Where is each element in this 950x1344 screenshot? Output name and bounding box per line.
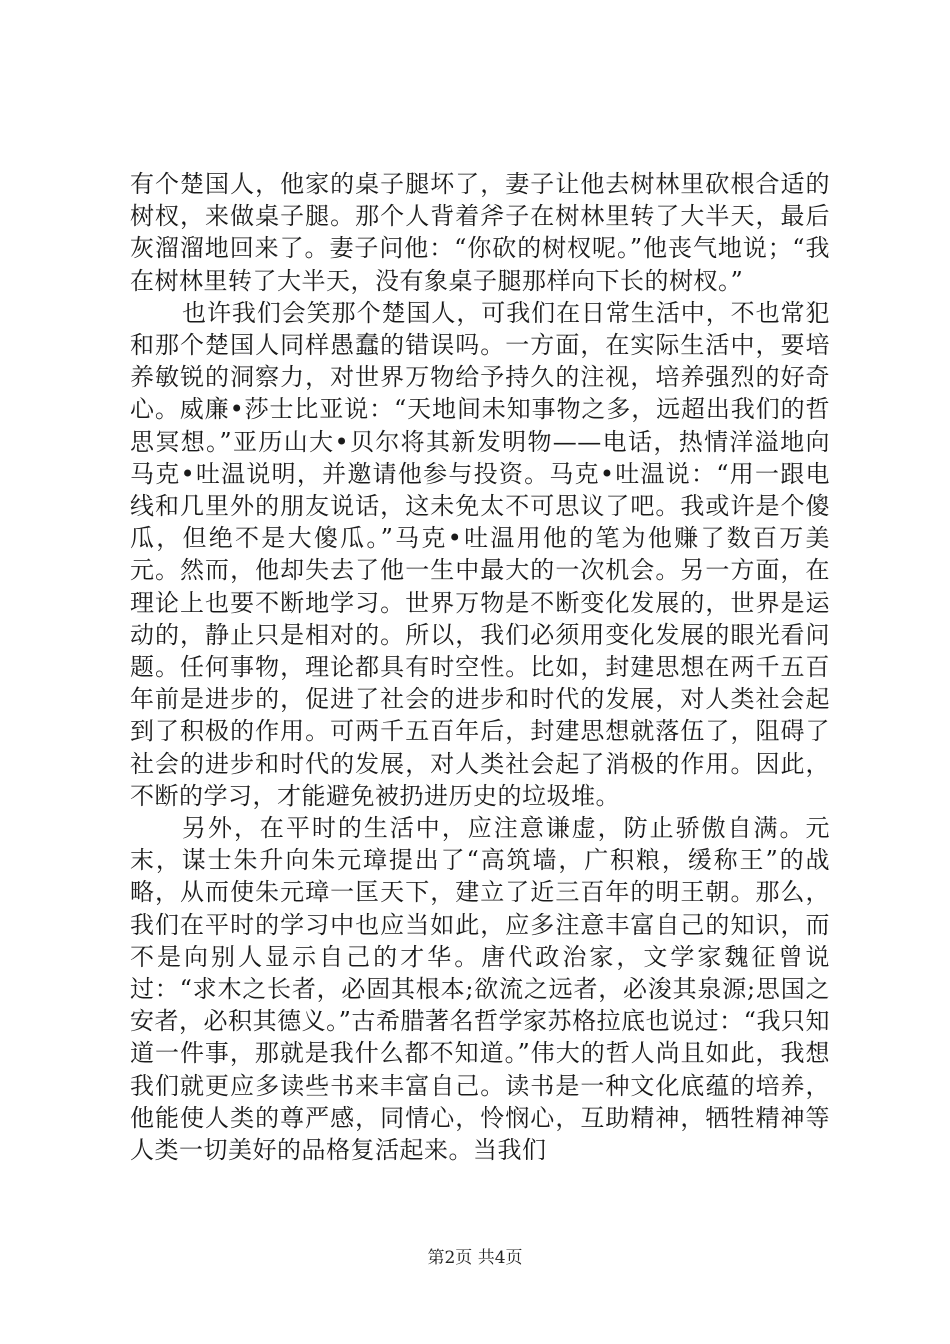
body-text (130, 168, 830, 1166)
paragraph-3: 另外，在平时的生活中，应注意谦虚，防止骄傲自满。元末，谋士朱升向朱元璋提出了“高筑墙，广积粮，缓称王”的战略，从而使朱元璋一匡天下，建立了近三百年的明王朝。那么，我们在平时的学习中也应当如此，应多注意丰富自己的知识，而不是向别人显示自己的才华。唐代政治家，文学家魏征曾说过：“求木之长者，必固其根本;欲流之远者，必浚其泉源;思国之安者，必积其德义。”古希腊著名哲学家苏格拉底也说过：“我只知道一件事，那就是我什么都不知道。”伟大的哲人尚且如此，我想我们就更应多读些书来丰富自己。读书是一种文化底蕴的培养，他能使人类的尊严感，同情心，怜悯心，互助精神，牺牲精神等人类一切美好的品格复活起来。当我们 (130, 814, 830, 1165)
page-number-footer: 第2页 共4页 (427, 1248, 523, 1268)
paragraph-1: 有个楚国人，他家的桌子腿坏了，妻子让他去树林里砍根合适的树杈，来做桌子腿。那个人背着斧子在树林里转了大半天，最后灰溜溜地回来了。妻子问他：“你砍的树杈呢。”他丧气地说；“我在树林里转了大半天，没有象桌子腿那样向下长的树杈。” (130, 170, 830, 295)
paragraph-2: 也许我们会笑那个楚国人，可我们在日常生活中，不也常犯和那个楚国人同样愚蠢的错误吗。一方面，在实际生活中，要培养敏锐的洞察力，对世界万物给予持久的注视，培养强烈的好奇心。威廉•莎士比亚说：“天地间未知事物之多，远超出我们的哲思冥想。”亚历山大•贝尔将其新发明物——电话，热情洋溢地向马克•吐温说明，并邀请他参与投资。马克•吐温说：“用一跟电线和几里外的朋友说话，这未免太不可思议了吧。我或许是个傻瓜，但绝不是大傻瓜。”马克•吐温用他的笔为他赚了数百万美元。然而，他却失去了他一生中最大的一次机会。另一方面，在理论上也要不断地学习。世界万物是不断变化发展的，世界是运动的，静止只是相对的。所以，我们必须用变化发展的眼光看问题。任何事物，理论都具有时空性。比如，封建思想在两千五百年前是进步的，促进了社会的进步和时代的发展，对人类社会起到了积极的作用。可两千五百年后，封建思想就落伍了，阻碍了社会的进步和时代的发展，对人类社会起了消极的作用。因此，不断的学习，才能避免被扔进历史的垃圾堆。 (130, 298, 830, 810)
